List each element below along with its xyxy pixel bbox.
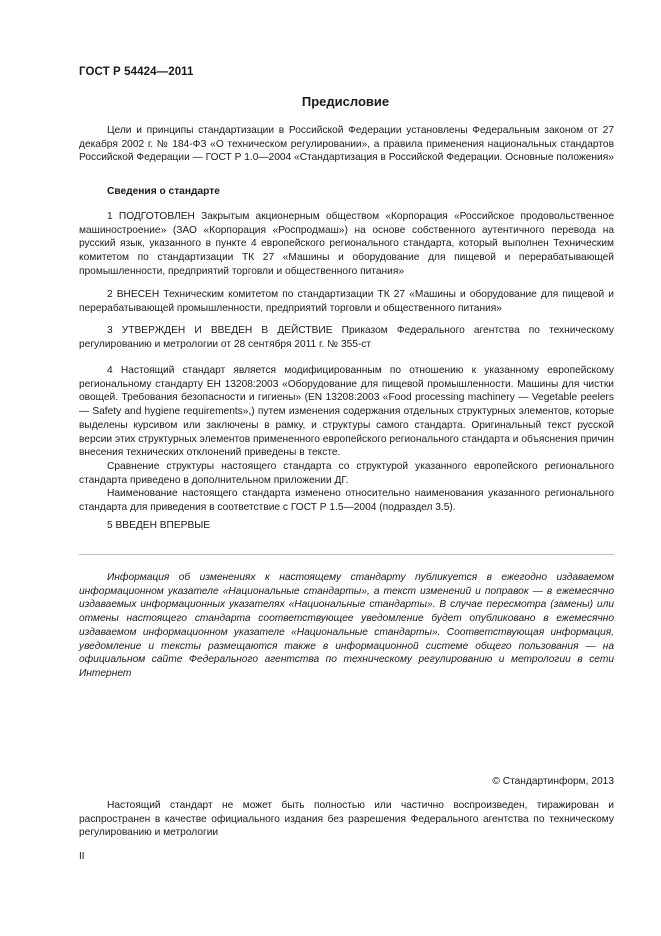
item-2-paragraph: 2 ВНЕСЕН Техническим комитетом по стандартизации ТК 27 «Машины и оборудование для пищевой и перерабатывающей промышленности, предприятий торговли и общественного питания»	[79, 289, 614, 314]
page-title: Предисловие	[301, 94, 390, 109]
intro-block	[79, 124, 614, 165]
intro-paragraph: Цели и принципы стандартизации в Российской Федерации установлены Федеральным законом от 27 декабря 2002 г. № 184-ФЗ «О техническом регулировании», а правила применения национальных стандартов Российской Федерации — ГОСТ Р 1.0—2004 «Стандартизация в Российской Федерации. Основные положения»	[79, 125, 614, 164]
legal-block	[79, 799, 614, 840]
notice-block	[79, 571, 614, 681]
item-3-block	[79, 324, 614, 351]
item-4-paragraph: 4 Настоящий стандарт является модифицированным по отношению к указанному европейскому региональному стандарту ЕН 13208:2003 «Оборудование для пищевой промышленности. Машины для чистки овощей. Требования безопасности и гигиены» (EN 13208:2003 «Food processing machinery — Vegetable peelers — Safety and hygiene requirements»,) путем изменения содержания отдельных структурных элементов, которые выделены курсивом или заключены в рамку, и структуры самого стандарта. Оригинальный текст русской версии этих структурных элементов примененного европейского регионального стандарта и объяснения причин внесения технических отклонений приведены в тексте.	[79, 365, 614, 459]
item-4-name-paragraph: Наименование настоящего стандарта изменено относительно наименования указанного регионального стандарта для приведения в соответствие с ГОСТ Р 1.5—2004 (подраздел 3.5).	[79, 488, 614, 514]
item-4-comparison-paragraph: Сравнение структуры настоящего стандарта со структурой указанного европейского регионального стандарта приведено в дополнительном приложении ДГ.	[79, 460, 614, 486]
item-5-paragraph: 5 ВВЕДЕН ВПЕРВЫЕ	[107, 520, 211, 531]
item-4-block	[79, 364, 614, 515]
item-1-block	[79, 210, 614, 279]
legal-paragraph: Настоящий стандарт не может быть полностью или частично воспроизведен, тиражирован и распространен в качестве официального издания без разрешения Федерального агентства по техническому регулированию и метрологии	[79, 800, 614, 839]
separator-line	[79, 554, 614, 555]
item-1-paragraph: 1 ПОДГОТОВЛЕН Закрытым акционерным обществом «Корпорация «Российское продовольственное машиностроение» (ЗАО «Корпорация «Роспродмаш») на основе собственного аутентичного перевода на русский язык, указанного в пункте 4 европейского регионального стандарта, который выполнен Техническим комитетом по стандартизации ТК 27 «Машины и оборудование для пищевой и перерабатывающей промышленности, предприятий торговли и общественного питания»	[79, 211, 614, 277]
item-2-block	[79, 288, 614, 315]
page-number: II	[79, 851, 85, 862]
info-heading: Сведения о стандарте	[107, 186, 220, 197]
standard-number-header: ГОСТ Р 54424—2011	[79, 66, 194, 78]
item-3-paragraph: 3 УТВЕРЖДЕН И ВВЕДЕН В ДЕЙСТВИЕ Приказом Федерального агентства по техническому регулированию и метрологии от 28 сентября 2011 г. № 355-ст	[79, 325, 614, 350]
notice-paragraph: Информация об изменениях к настоящему стандарту публикуется в ежегодно издаваемом информационном указателе «Национальные стандарты», а текст изменений и поправок — в ежемесячно издаваемых информационных указателях «Национальные стандарты». В случае пересмотра (замены) или отмены настоящего стандарта соответствующее уведомление будет опубликовано в ежемесячно издаваемом информационном указателе «Национальные стандарты». Соответствующая информация, уведомление и тексты размещаются также в информационной системе общего пользования — на официальном сайте Федерального агентства по техническому регулированию и метрологии в сети Интернет	[79, 572, 614, 679]
item-5-block	[79, 519, 614, 533]
copyright: © Стандартинформ, 2013	[492, 776, 614, 787]
